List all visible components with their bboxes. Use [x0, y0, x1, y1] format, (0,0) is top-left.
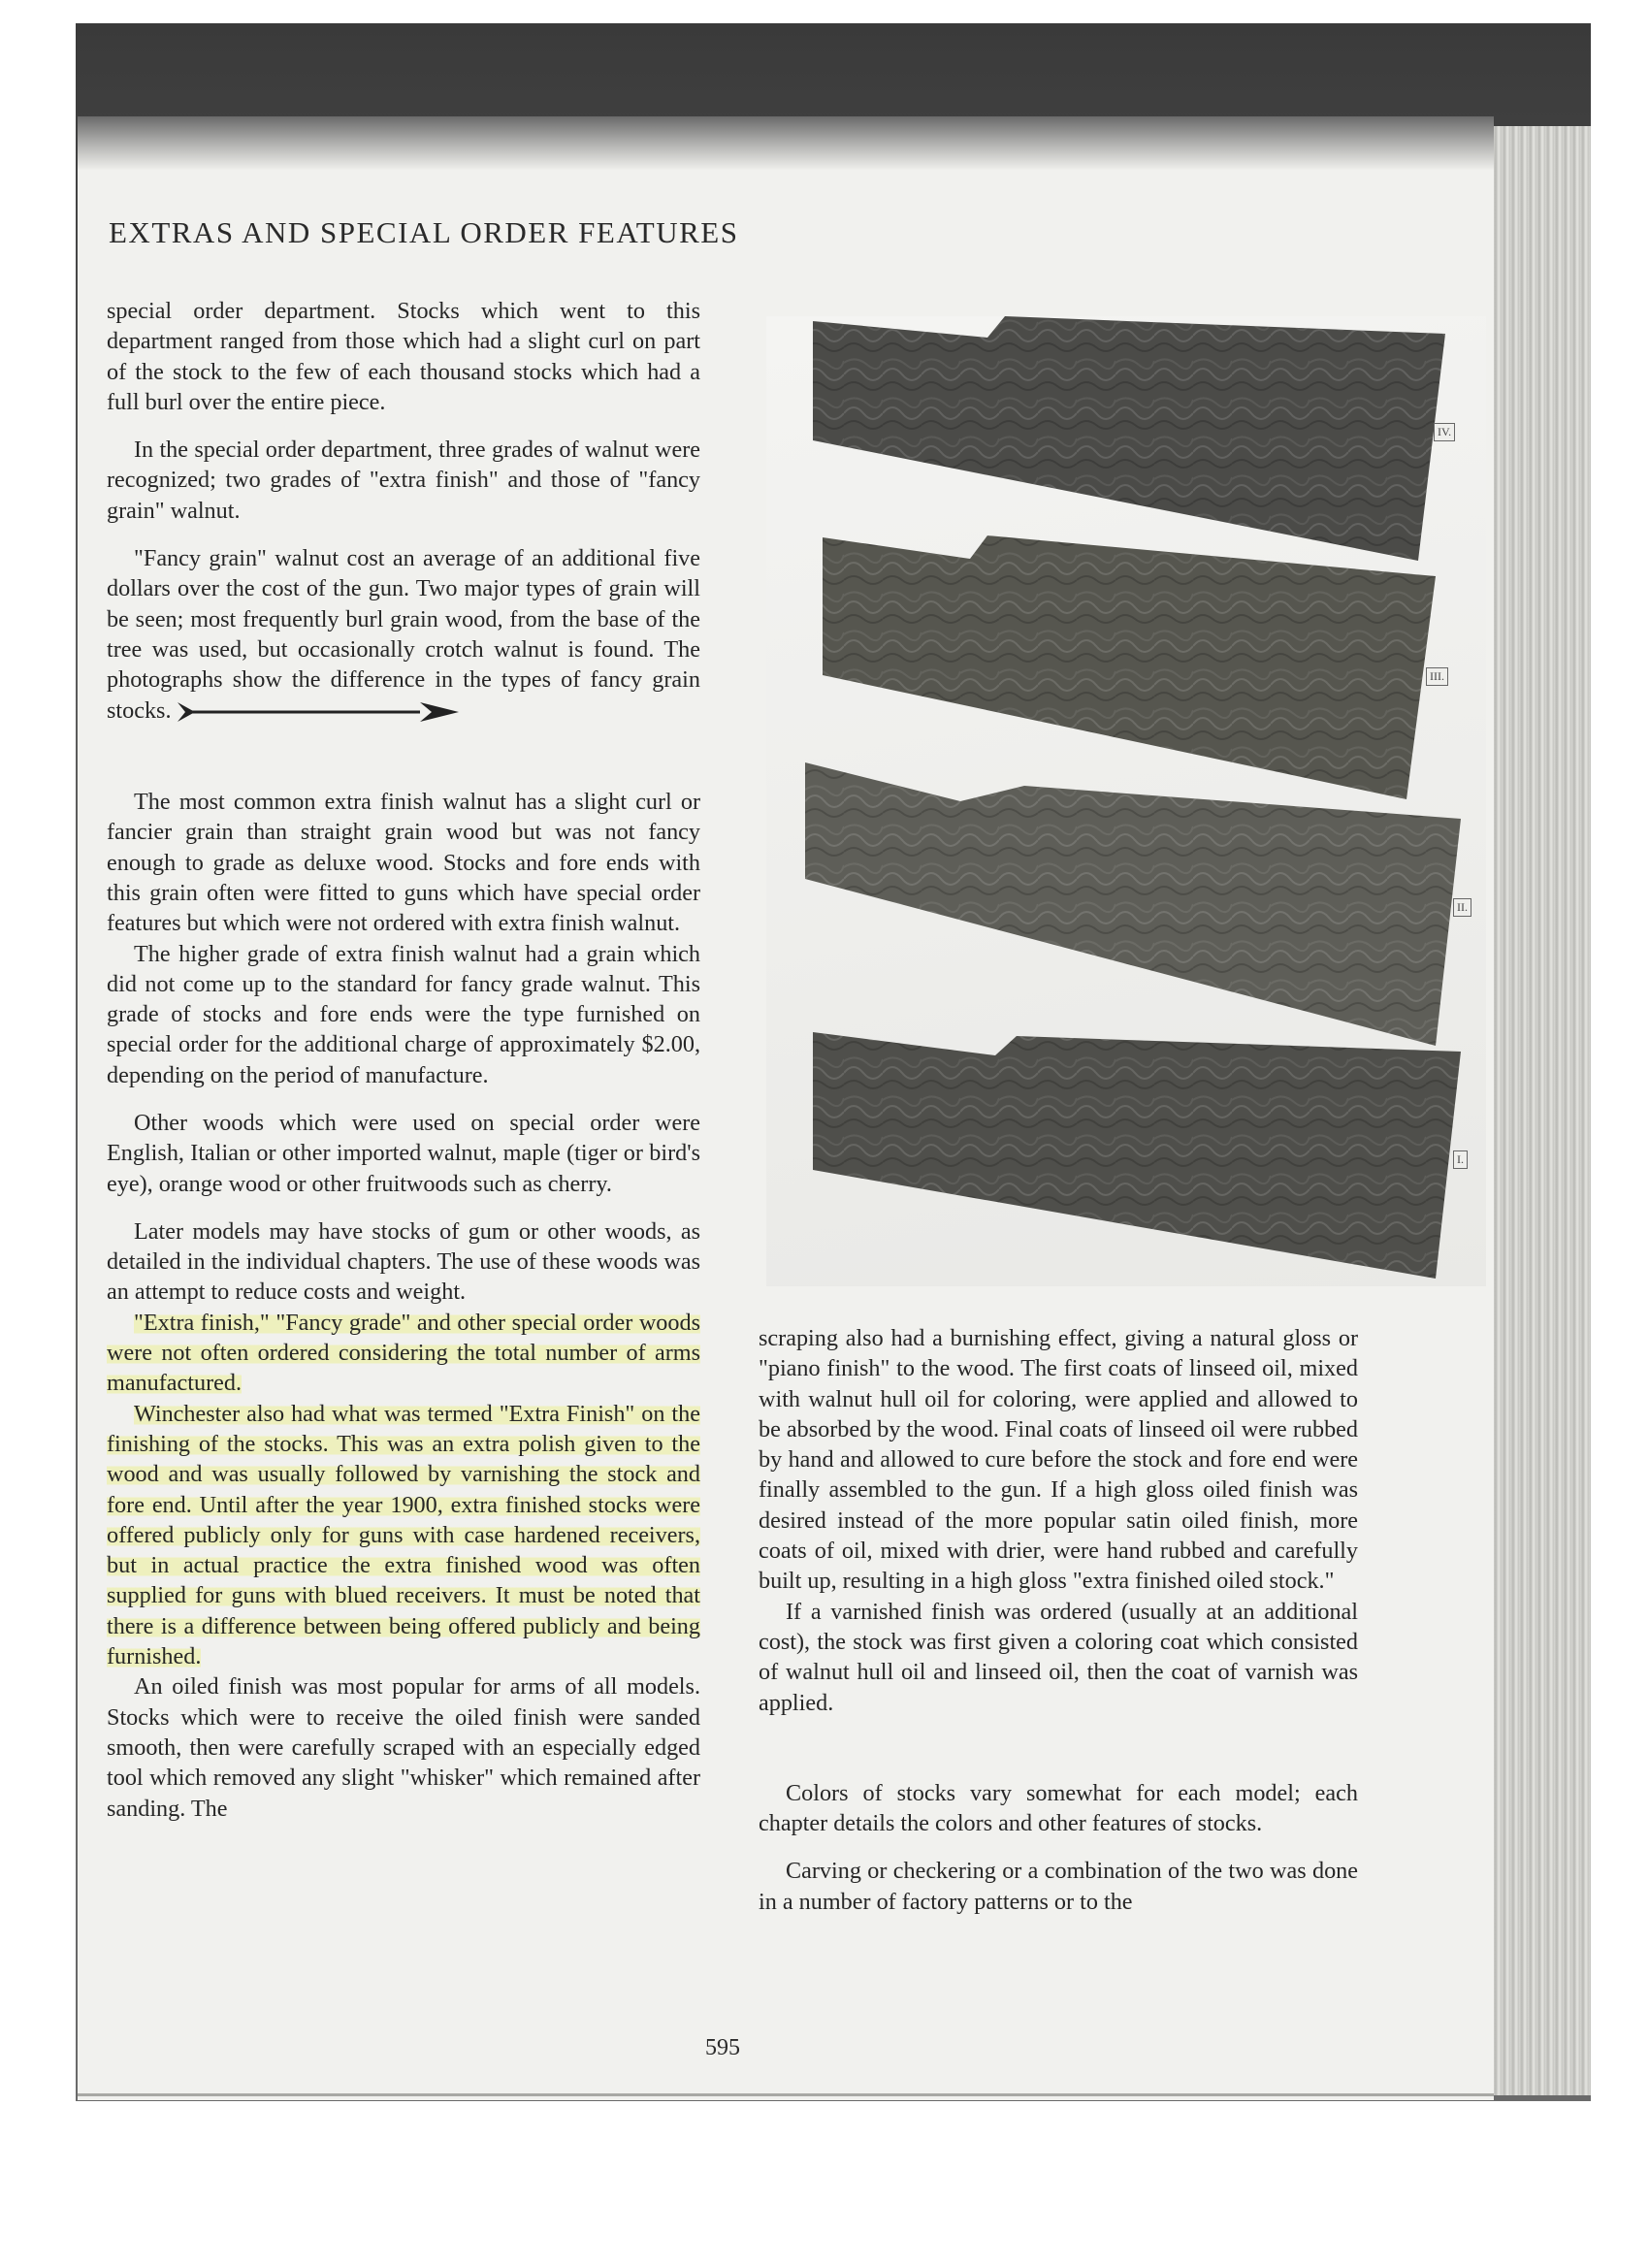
highlighted-paragraph	[107, 1308, 700, 1399]
page-bottom-edge	[78, 2093, 1494, 2096]
paragraph: The most common extra finish walnut has a slight curl or fancier grain than straight grain wood but was not fancy enough to grade as deluxe wood. Stocks and fore ends with this grain often were fitted to guns which have special order features but which were not ordered with extra finish walnut.	[107, 789, 700, 937]
running-title: EXTRAS AND SPECIAL ORDER FEATURES	[109, 215, 739, 249]
walnut-stocks-photo	[766, 316, 1486, 1286]
paragraph: An oiled finish was most popular for arms of all models. Stocks which were to receive the oiled finish were sanded smooth, then were carefully scraped with an especially edged tool which removed any slight "whisker" which remained after sanding. The	[107, 1673, 700, 1822]
paragraph: In the special order department, three grades of walnut were recognized; two grades of "extra finish" and those of "fancy grain" walnut.	[107, 437, 700, 524]
paragraph: Other woods which were used on special order were English, Italian or other imported walnut, maple (tiger or bird's eye), orange wood or other fruitwoods such as cherry.	[107, 1109, 700, 1197]
paragraph	[107, 543, 700, 727]
stock-label-iii: III.	[1426, 667, 1448, 686]
book-page-edges	[1484, 126, 1591, 2095]
paragraph: Later models may have stocks of gum or other woods, as detailed in the individual chapters. The use of these woods was an attempt to reduce costs and weight.	[107, 1217, 700, 1306]
highlighted-paragraph	[107, 1399, 700, 1672]
stock-ii	[805, 762, 1461, 1046]
page-top-shadow	[78, 116, 1494, 170]
arrow-right-icon	[178, 697, 459, 727]
right-text-column	[759, 1323, 1358, 1917]
paragraph: scraping also had a burnishing effect, giving a natural gloss or "piano finish" to the wood. The first coats of linseed oil, mixed with walnut hull oil for coloring, were applied and allowed to be absorbed by the wood. Final coats of linseed oil were rubbed by hand and allowed to cure before the stock and fore end were finally assembled to the gun. If a high gloss oiled finish was desired instead of the more popular satin oiled finish, more coats of oil, mixed with drier, were hand rubbed and carefully built up, resulting in a high gloss "extra finished oiled stock."	[759, 1325, 1358, 1595]
highlighted-text: Winchester also had what was termed "Extra Finish" on the finishing of the stocks. This was an extra polish given to the wood and was usually followed by varnishing the stock and fore end. Until after the year 1900, extra finished stocks were offered publicly only for guns with case hardened receivers, but in actual practice the extra finished wood was often supplied for guns with blued receivers. It must be noted that there is a difference between being offered publicly and being furnished.	[107, 1400, 700, 1670]
paragraph: Colors of stocks vary somewhat for each model; each chapter details the colors and other features of stocks.	[759, 1779, 1358, 1837]
stock-label-iv: IV.	[1434, 423, 1455, 441]
stock-label-i: I.	[1453, 1150, 1468, 1169]
stock-i	[813, 1032, 1461, 1279]
highlighted-text: "Extra finish," "Fancy grade" and other special order woods were not often ordered considering the total number of arms manufactured.	[107, 1309, 700, 1397]
paragraph: special order department. Stocks which went to this department ranged from those which had a slight curl on part of the stock to the few of each thousand stocks which had a full burl over the entire piece.	[107, 298, 700, 415]
paragraph: The higher grade of extra finish walnut had a grain which did not come up to the standard for fancy grade walnut. This grade of stocks and fore ends were the type furnished on special order for the additional charge of approximately $2.00, depending on the period of manufacture.	[107, 940, 700, 1088]
stock-label-ii: II.	[1453, 898, 1471, 917]
paragraph: Carving or checkering or a combination of the two was done in a number of factory patterns or to the	[759, 1858, 1358, 1915]
stocks-photo-graphic	[766, 316, 1486, 1286]
stock-iii	[823, 535, 1436, 799]
page-number: 595	[705, 2035, 740, 2060]
left-text-column	[107, 296, 700, 1824]
paragraph-text: "Fancy grain" walnut cost an average of an additional five dollars over the cost of the gun. Two major types of grain will be seen; most frequently burl grain wood, from the base of the tree was used, but occasionally crotch walnut is found. The photographs show the difference in the types of fancy grain stocks.	[107, 545, 700, 724]
paragraph: If a varnished finish was ordered (usually at an additional cost), the stock was first given a coloring coat which consisted of walnut hull oil and linseed oil, then the coat of varnish was applied.	[759, 1598, 1358, 1716]
stock-iv	[813, 316, 1445, 561]
